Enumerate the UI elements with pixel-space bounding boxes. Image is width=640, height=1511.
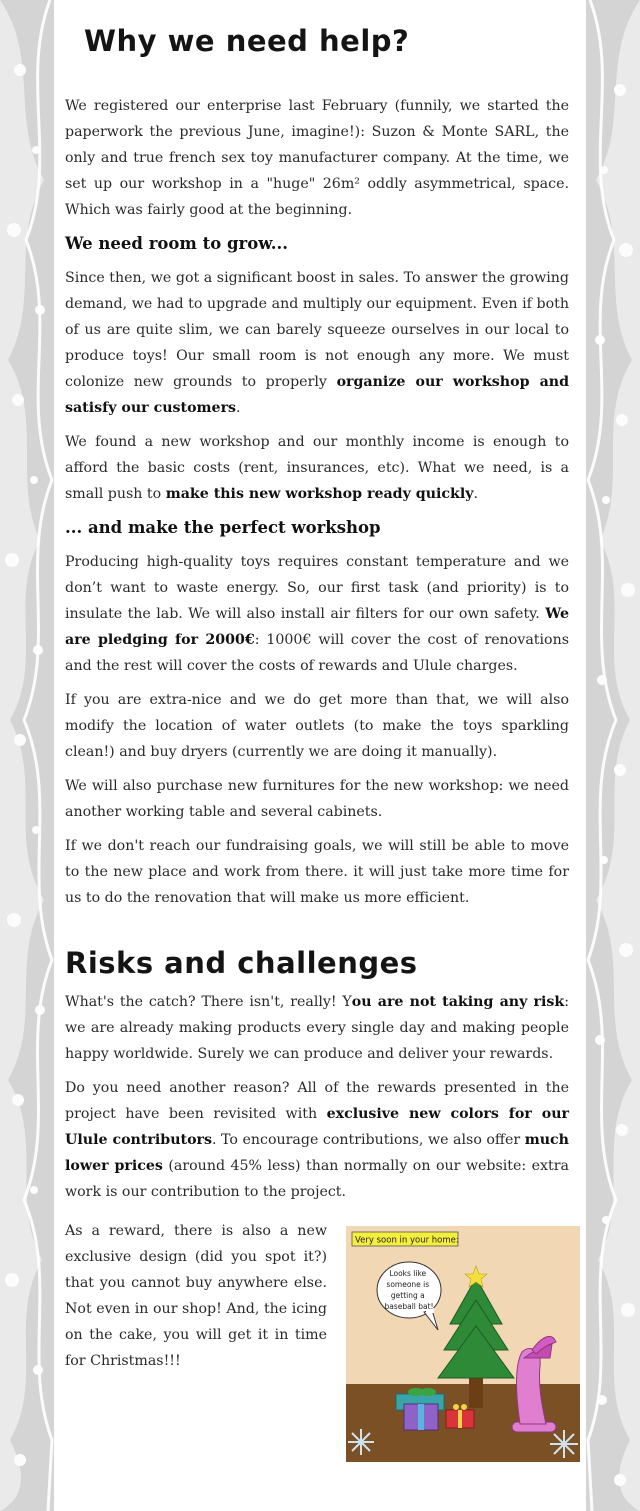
intro-paragraph: We registered our enterprise last February (funnily, we started the paperwork the previous June, imagine!): Suzon & Monte SARL, the only and true french sex toy manufacturer company. At the time, we set up our workshop in a "huge" 26m² oddly asymmetrical, space. Which was fairly good at the beginning. — [65, 98, 569, 218]
lower-prices-emphasis: much lower prices — [65, 1132, 569, 1174]
grow-paragraph-1: Since then, we got a significant boost in sales. To answer the growing demand, we had to upgrade and multiply our equipment. Even if both of us are quite slim, we can barely squeeze ourselves in our local to produce toys! Our small room is not enough any more. We must colonize new grounds to properly organize our workshop and satisfy our customers. — [65, 270, 569, 416]
no-risk-emphasis: ou are not taking any risk — [351, 994, 565, 1010]
exclusive-colors-emphasis: exclusive new colors for our Ulule contributors — [65, 1106, 569, 1148]
grow-paragraph-2: We found a new workshop and our monthly income is enough to afford the basic costs (rent, insurances, etc). What we need, is a small push to make this new workshop ready quickly. — [65, 434, 569, 502]
comic-caption: Very soon in your home: — [355, 1235, 459, 1246]
grow-heading: We need room to grow... — [65, 234, 288, 253]
perfect-heading: ... and make the perfect workshop — [65, 518, 381, 537]
why-heading: Why we need help? — [84, 24, 410, 58]
pledge-emphasis: We are pledging for 2000€ — [65, 606, 569, 648]
content-page — [54, 0, 586, 1511]
reward-section — [65, 1218, 327, 1382]
reward-paragraph: As a reward, there is also a new exclusive design (did you spot it?) that you cannot buy anywhere else. Not even in our shop! And, the icing on the cake, you will get it in time for Christmas!!! — [65, 1223, 327, 1369]
risks-section — [65, 989, 569, 1213]
risks-heading: Risks and challenges — [65, 946, 418, 980]
perfect-paragraph-2: If you are extra-nice and we do get more than that, we will also modify the location of water outlets (to make the toys sparkling clean!) and buy dryers (currently we are doing it manually). — [65, 692, 569, 760]
perfect-paragraph-1: Producing high-quality toys requires constant temperature and we don’t want to waste energy. So, our first task (and priority) is to insulate the lab. We will also install air filters for our own safety. We are pledging for 2000€: 1000€ will cover the cost of renovations and the rest will cover the costs of rewards and Ulule charges. — [65, 554, 569, 674]
frost-border-right — [578, 0, 640, 1511]
perfect-paragraph-3: We will also purchase new furnitures for the new workshop: we need another working table and several cabinets. — [65, 778, 569, 820]
bubble-line-1: Looks like — [389, 1269, 427, 1278]
risks-paragraph-2: Do you need another reason? All of the rewards presented in the project have been revisited with exclusive new colors for our Ulule contributors. To encourage contributions, we also offer much lower prices (around 45% less) than normally on our website: extra work is our contribution to the project. — [65, 1080, 569, 1200]
frost-border-left — [0, 0, 62, 1511]
bubble-line-2: someone is — [386, 1280, 430, 1289]
why-section — [65, 93, 569, 919]
perfect-paragraph-4: If we don't reach our fundraising goals, we will still be able to move to the new place and work from there. it will just take more time for us to do the renovation that will make us more efficient. — [65, 838, 569, 906]
grow-emphasis-2: make this new workshop ready quickly — [165, 486, 474, 502]
snowflake-icon — [550, 1430, 578, 1458]
risks-paragraph-1: What's the catch? There isn't, really! You are not taking any risk: we are already making products every single day and making people happy worldwide. Surely we can produce and deliver your rewards. — [65, 994, 569, 1062]
grow-emphasis-1: organize our workshop and satisfy our customers — [65, 374, 569, 416]
bubble-line-4: baseball bat! — [384, 1302, 434, 1311]
bubble-line-3: getting a — [390, 1291, 425, 1300]
christmas-comic-illustration — [346, 1226, 580, 1462]
